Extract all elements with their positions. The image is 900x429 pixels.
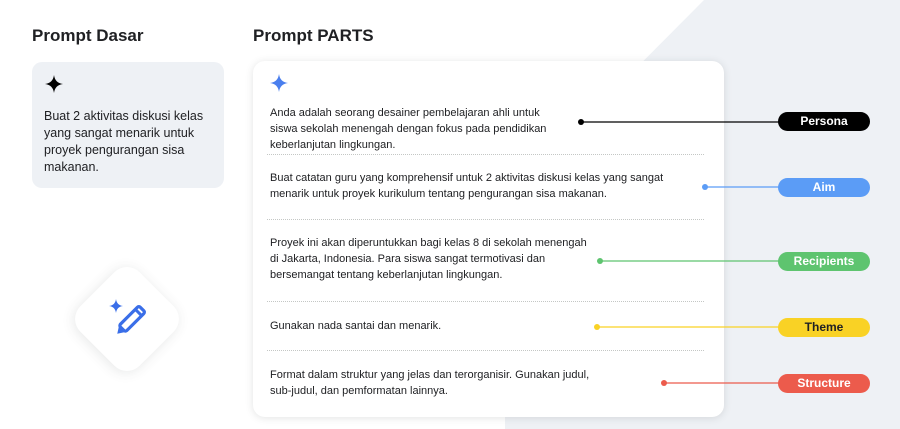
section-divider <box>267 154 704 155</box>
parts-prompt-card <box>253 61 724 417</box>
structure-label: Structure <box>778 374 870 393</box>
aim-text: Buat catatan guru yang komprehensif untuk 2 aktivitas diskusi kelas yang sangat menarik untuk proyek kurikulum tentang pengurangan sisa makanan. <box>270 172 664 200</box>
pen-sparkle-icon <box>107 298 149 340</box>
basic-prompt-title: Prompt Dasar <box>32 26 144 45</box>
section-divider <box>267 350 704 351</box>
recipients-label: Recipients <box>778 252 870 271</box>
structure-text: Format dalam struktur yang jelas dan terorganisir. Gunakan judul, sub-judul, dan pemformatan lainnya. <box>270 369 590 397</box>
section-divider <box>267 301 704 302</box>
theme-text: Gunakan nada santai dan menarik. <box>270 320 442 332</box>
section-divider <box>267 219 704 220</box>
basic-prompt-card <box>32 62 224 188</box>
theme-label: Theme <box>778 318 870 337</box>
basic-prompt-text: Buat 2 aktivitas diskusi kelas yang sangat menarik untuk proyek pengurangan sisa makanan. <box>44 109 204 174</box>
recipients-text: Proyek ini akan diperuntukkan bagi kelas 8 di sekolah menengah di Jakarta, Indonesia. Para siswa sangat termotivasi dan bersemangat tentang keberlanjutan lingkungan. <box>270 237 587 281</box>
persona-text: Anda adalah seorang desainer pembelajaran ahli untuk siswa sekolah menengah dengan fokus pada pendidikan keberlanjutan lingkungan. <box>270 107 547 151</box>
sparkle-icon <box>269 73 289 93</box>
aim-label: Aim <box>778 178 870 197</box>
parts-prompt-title: Prompt PARTS <box>253 26 374 45</box>
sparkle-icon <box>44 74 64 94</box>
prompt-illustration <box>66 258 188 380</box>
persona-label: Persona <box>778 112 870 131</box>
